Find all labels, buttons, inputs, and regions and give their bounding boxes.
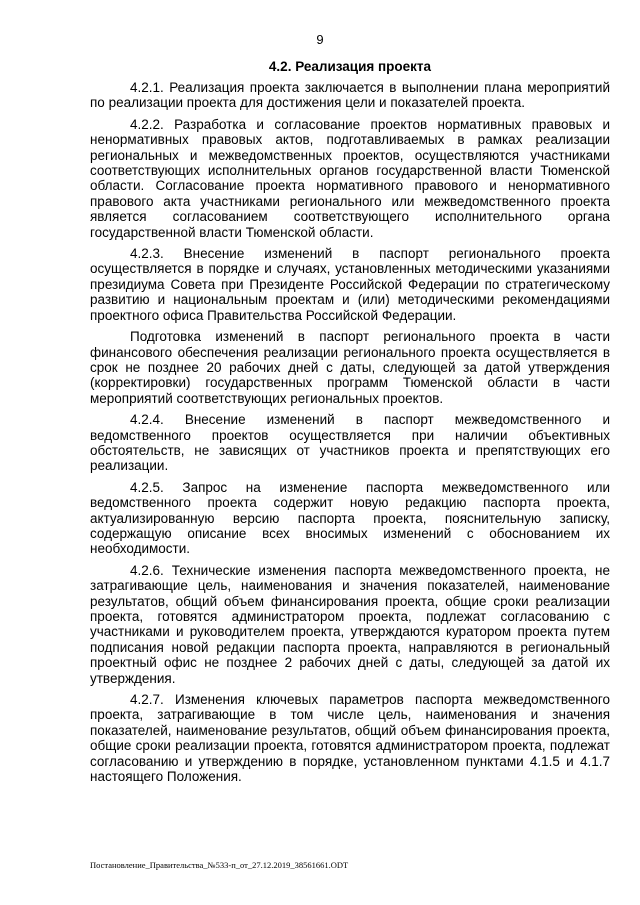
paragraph-4-2-6: 4.2.6. Технические изменения паспорта межведомственного проекта, не затрагивающие цель, наименования и значения показателей, наименование результатов, общий объем финансирования проекта, общие сроки реализации проекта, готовятся администратором проекта, подлежат согласованию с участниками и руководителем проекта, утверждаются куратором проекта путем подписания новой редакции паспорта проекта, направляются в региональный проектный офис не позднее 2 рабочих дней с даты, следующей за датой их утверждения. <box>90 562 610 686</box>
paragraph-4-2-2: 4.2.2. Разработка и согласование проектов нормативных правовых и ненормативных правовых актов, подготавливаемых в рамках реализации региональных и межведомственных проектов, осуществляются участниками соответствующих исполнительных органов государственной власти Тюменской области. Согласование проекта нормативного правового и ненормативного правового акта участниками регионального или межведомственного проекта является согласованием соответствующего исполнительного органа государственной власти Тюменской области. <box>90 116 610 240</box>
paragraph-4-2-5: 4.2.5. Запрос на изменение паспорта межведомственного или ведомственного проекта содержит новую редакцию паспорта проекта, актуализированную версию паспорта проекта, пояснительную записку, содержащую описание всех вносимых изменений с обоснованием их необходимости. <box>90 479 610 557</box>
document-body <box>90 58 610 790</box>
paragraph-4-2-4: 4.2.4. Внесение изменений в паспорт межведомственного и ведомственного проектов осуществляется при наличии объективных обстоятельств, не зависящих от участников проекта и препятствующих его реализации. <box>90 412 610 474</box>
section-title: 4.2. Реализация проекта <box>268 59 432 74</box>
page-number: 9 <box>316 32 324 47</box>
document-footer-filename: Постановление_Правительства_№533-п_от_27.12.2019_38561661.ODT <box>90 860 349 870</box>
paragraph-4-2-3: 4.2.3. Внесение изменений в паспорт регионального проекта осуществляется в порядке и случаях, установленных методическими указаниями президиума Совета при Президенте Российской Федерации по стратегическому развитию и национальным проектам и (или) методическими рекомендациями проектного офиса Правительства Российской Федерации. <box>90 246 610 323</box>
paragraph-4-2-3-continued: Подготовка изменений в паспорт регионального проекта в части финансового обеспечения реализации регионального проекта осуществляется в срок не позднее 20 рабочих дней с даты, следующей за датой утверждения (корректировки) государственных программ Тюменской области в части мероприятий соответствующих региональных проектов. <box>90 329 610 406</box>
paragraph-4-2-1: 4.2.1. Реализация проекта заключается в выполнении плана мероприятий по реализации проекта для достижения цели и показателей проекта. <box>90 80 610 111</box>
paragraph-4-2-7: 4.2.7. Изменения ключевых параметров паспорта межведомственного проекта, затрагивающие в том числе цель, наименования и значения показателей, наименование результатов, общий объем финансирования проекта, общие сроки реализации проекта, готовятся администратором проекта, подлежат согласованию и утверждению в порядке, установленном пунктами 4.1.5 и 4.1.7 настоящего Положения. <box>90 692 610 785</box>
